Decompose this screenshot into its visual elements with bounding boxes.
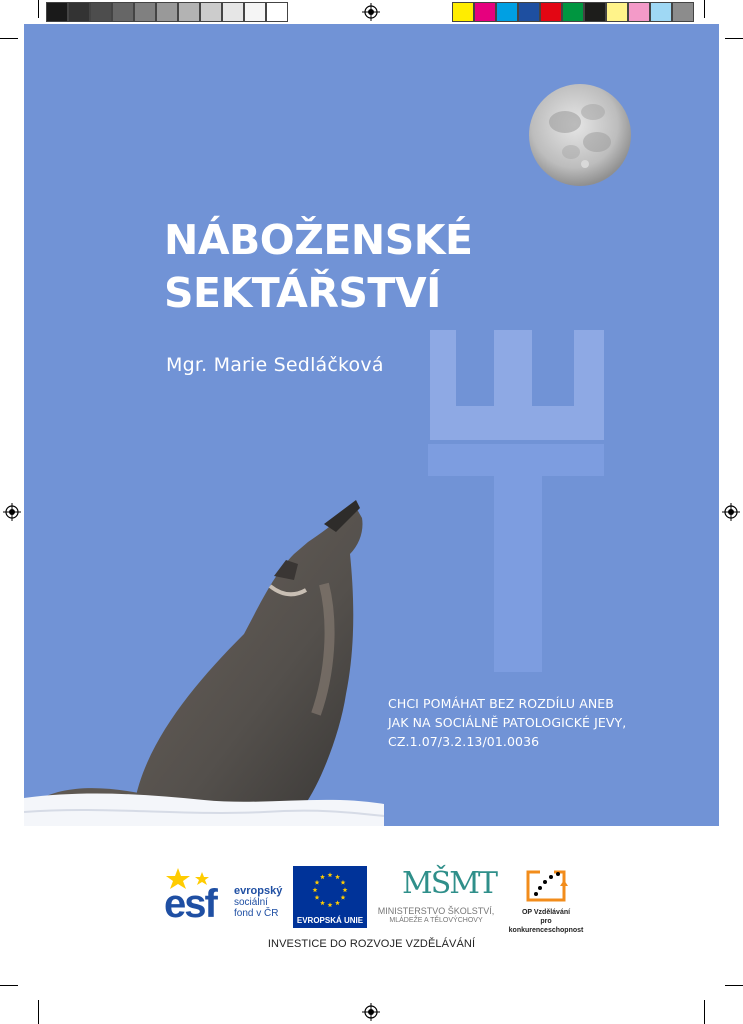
crop-mark xyxy=(725,38,743,39)
project-line: JAK NA SOCIÁLNĚ PATOLOGICKÉ JEVY, xyxy=(388,715,627,730)
cover-panel xyxy=(24,24,719,826)
esf-label-line: sociální xyxy=(234,897,268,908)
crop-mark xyxy=(0,985,18,986)
msmt-logo xyxy=(372,864,500,928)
op-label xyxy=(506,908,586,935)
moon-icon xyxy=(527,82,633,188)
esf-mark: esf xyxy=(164,882,216,926)
registration-mark-icon xyxy=(362,1003,380,1021)
title-line: NÁBOŽENSKÉ xyxy=(164,216,473,264)
esf-label-line: evropský xyxy=(234,885,283,897)
eu-label: EVROPSKÁ UNIE xyxy=(293,914,367,928)
author-name: Mgr. Marie Sedláčková xyxy=(166,354,384,376)
decorative-t-stem xyxy=(494,476,542,672)
esf-logo xyxy=(164,866,284,928)
registration-mark-icon xyxy=(3,503,21,521)
grayscale-color-bar xyxy=(46,2,288,22)
esf-label-line: fond v ČR xyxy=(234,908,279,919)
msmt-label xyxy=(372,906,500,926)
decorative-t-bar xyxy=(428,444,604,476)
project-description xyxy=(388,694,626,751)
title-line: SEKTÁŘSTVÍ xyxy=(164,269,441,317)
crop-mark xyxy=(0,38,18,39)
op-logo xyxy=(506,866,586,934)
msmt-label-line: MINISTERSTVO ŠKOLSTVÍ, xyxy=(377,906,495,916)
msmt-mark: MŠMT xyxy=(402,866,496,901)
crop-mark xyxy=(38,1000,39,1024)
crop-mark xyxy=(704,1000,705,1024)
eu-logo xyxy=(293,866,367,928)
crop-mark xyxy=(725,985,743,986)
decorative-e-gap xyxy=(456,330,494,406)
project-line: CHCI POMÁHAT BEZ ROZDÍLU ANEB xyxy=(388,696,614,711)
msmt-label-line: MLÁDEŽE A TĚLOVÝCHOVY xyxy=(389,917,483,924)
registration-mark-icon xyxy=(722,503,740,521)
op-icon xyxy=(524,866,570,906)
eu-flag-icon xyxy=(293,866,367,914)
crop-mark xyxy=(38,0,39,18)
op-label-line: pro konkurenceschopnost xyxy=(508,918,584,934)
esf-label xyxy=(234,886,282,919)
registration-mark-icon xyxy=(362,3,380,21)
project-line: CZ.1.07/3.2.13/01.0036 xyxy=(388,734,540,749)
page-title xyxy=(164,214,473,320)
decorative-e-gap xyxy=(532,330,574,406)
op-label-line: OP Vzdělávání xyxy=(521,909,571,916)
crop-mark xyxy=(704,0,705,18)
wolf-icon xyxy=(24,494,384,826)
investice-tagline: INVESTICE DO ROZVOJE VZDĚLÁVÁNÍ xyxy=(267,938,476,950)
cmyk-color-bar xyxy=(452,2,694,22)
